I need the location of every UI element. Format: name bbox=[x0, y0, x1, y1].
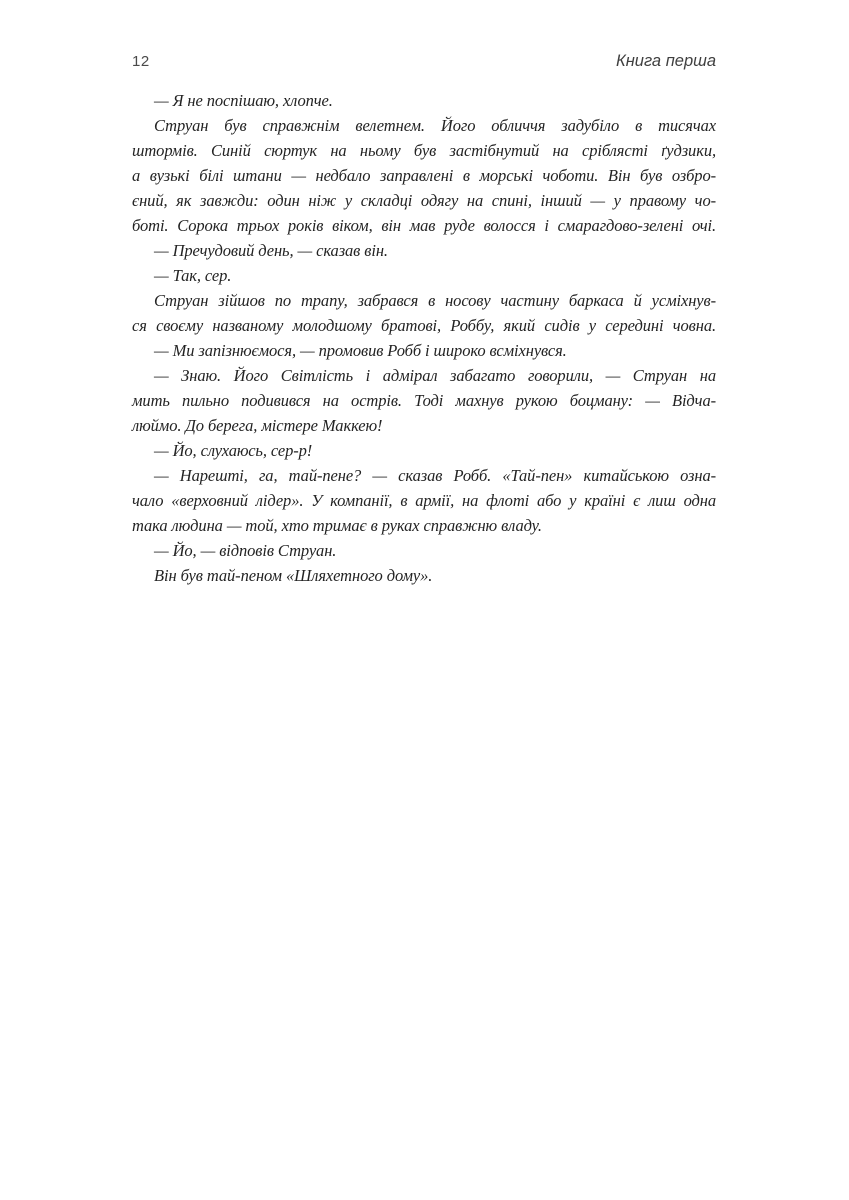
paragraph bbox=[132, 438, 716, 463]
text-line: а вузькі білі штани — недбало заправлені в морські чоботи. Він був озбро- bbox=[132, 166, 716, 185]
text-line: боті. Сорока трьох років віком, він мав руде волосся і смарагдово-зелені очі. bbox=[132, 216, 716, 235]
text-line: — Знаю. Його Світлість і адмірал забагато говорили, — Струан на bbox=[154, 366, 716, 385]
text-line: чало «верховний лідер». У компанії, в армії, на флоті або у країні є лиш одна bbox=[132, 491, 716, 510]
paragraph bbox=[132, 238, 716, 263]
text-line: — Я не поспішаю, хлопче. bbox=[154, 91, 333, 110]
paragraph bbox=[132, 563, 716, 588]
text-block bbox=[132, 88, 716, 588]
running-head bbox=[132, 52, 716, 71]
text-line: Він був тай-пеном «Шляхетного дому». bbox=[154, 566, 433, 585]
text-line: люймо. До берега, містере Маккею! bbox=[132, 416, 383, 435]
text-line: — Пречудовий день, — сказав він. bbox=[154, 241, 388, 260]
text-line: — Йо, — відповів Струан. bbox=[154, 541, 337, 560]
paragraph bbox=[132, 288, 716, 338]
text-line: — Нарешті, га, тай-пене? — сказав Робб. «Тай-пен» китайською озна- bbox=[154, 466, 716, 485]
text-line: мить пильно подивився на острів. Тоді махнув рукою боцману: — Відча- bbox=[132, 391, 716, 410]
text-line: така людина — той, хто тримає в руках справжню владу. bbox=[132, 516, 542, 535]
text-line: ся своєму названому молодшому братові, Роббу, який сидів у середині човна. bbox=[132, 316, 716, 335]
paragraph bbox=[132, 88, 716, 113]
text-line: — Ми запізнюємося, — промовив Робб і широко всміхнувся. bbox=[154, 341, 567, 360]
paragraph bbox=[132, 113, 716, 238]
paragraph bbox=[132, 338, 716, 363]
text-line: — Йо, слухаюсь, сер-р! bbox=[154, 441, 313, 460]
paragraph bbox=[132, 463, 716, 538]
paragraph bbox=[132, 363, 716, 438]
text-line: — Так, сер. bbox=[154, 266, 232, 285]
text-line: Струан був справжнім велетнем. Його обличчя задубіло в тисячах bbox=[154, 116, 716, 135]
paragraph bbox=[132, 263, 716, 288]
running-title: Книга перша bbox=[616, 52, 716, 70]
page-number: 12 bbox=[132, 53, 150, 70]
text-line: Струан зійшов по трапу, забрався в носову частину баркаса й усміхнув- bbox=[154, 291, 716, 310]
text-line: штормів. Синій сюртук на ньому був застібнутий на сріблясті ґудзики, bbox=[132, 141, 716, 160]
paragraph bbox=[132, 538, 716, 563]
text-line: єний, як завжди: один ніж у складці одягу на спині, інший — у правому чо- bbox=[132, 191, 716, 210]
